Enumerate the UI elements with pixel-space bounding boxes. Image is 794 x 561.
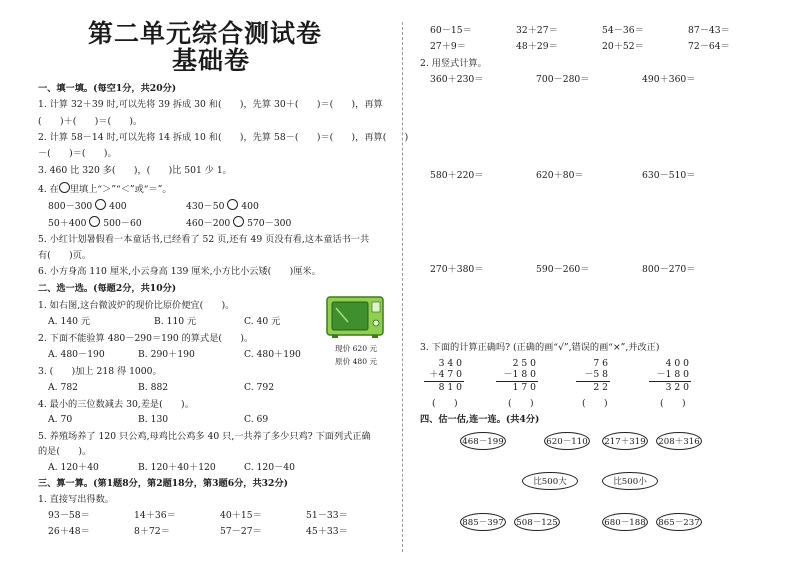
check-answer-paren[interactable]: ( ) bbox=[432, 398, 458, 409]
mental-calc: 87－43＝ bbox=[688, 25, 730, 36]
estimate-bottom-oval[interactable]: 865－237 bbox=[656, 513, 702, 531]
compare-circle-icon[interactable] bbox=[233, 216, 244, 227]
check-item-2 bbox=[492, 358, 536, 393]
s2-q4-opt-c: C. 69 bbox=[244, 414, 269, 425]
vertical-calc: 630－510＝ bbox=[642, 170, 696, 181]
s2-q4-opt-a: A. 70 bbox=[48, 414, 73, 425]
estimate-mid-oval[interactable]: 比500大 bbox=[522, 472, 578, 490]
compare-row-2b bbox=[186, 216, 291, 230]
s1-q4-label-b: 里填上“＞”“＜”或“＝”。 bbox=[69, 184, 172, 195]
check-answer-paren[interactable]: ( ) bbox=[582, 398, 608, 409]
mental-calc: 32＋27＝ bbox=[516, 25, 558, 36]
mental-calc: 93－58＝ bbox=[48, 510, 90, 521]
check-operand-b: －1 8 0 bbox=[503, 369, 536, 380]
mental-calc: 40＋15＝ bbox=[220, 510, 262, 521]
column-divider bbox=[402, 22, 403, 552]
s2-q1-opt-a: A. 140 元 bbox=[48, 316, 91, 327]
mental-calc: 45＋33＝ bbox=[306, 526, 348, 537]
s1-q4-label: 4. 在 bbox=[38, 184, 59, 195]
s2-q3: 3. ( )加上 218 得 1000。 bbox=[38, 366, 162, 377]
mental-calc: 26＋48＝ bbox=[48, 526, 90, 537]
s1-q1-cont: ( )＋( )＝( )。 bbox=[38, 116, 143, 127]
s2-q2-opt-b: B. 290＋190 bbox=[138, 349, 195, 360]
s2-q5: 5. 养殖场养了 120 只公鸡,母鸡比公鸡多 40 只,一共养了多少只鸡? 下面列式正确 bbox=[38, 431, 371, 442]
vertical-calc: 800－270＝ bbox=[642, 264, 696, 275]
s2-q3-opt-c: C. 792 bbox=[244, 382, 275, 393]
check-result: 1 7 0 bbox=[512, 382, 536, 393]
s2-q5-opt-a: A. 120＋40 bbox=[48, 462, 99, 473]
s2-q5-opt-b: B. 120＋40＋120 bbox=[138, 462, 216, 473]
s2-q5-cont: 的是( )。 bbox=[38, 446, 92, 457]
mental-calc: 60－15＝ bbox=[430, 25, 472, 36]
section-1-heading: 一、填一填。(每空1分，共20分) bbox=[38, 83, 177, 94]
microwave-icon bbox=[326, 296, 384, 338]
estimate-mid-oval[interactable]: 比500小 bbox=[602, 472, 658, 490]
vertical-calc: 620＋80＝ bbox=[536, 170, 584, 181]
vertical-calc: 360＋230＝ bbox=[430, 74, 484, 85]
compare-right: 570－300 bbox=[247, 218, 292, 229]
check-rule bbox=[496, 381, 538, 382]
compare-circle-icon[interactable] bbox=[95, 199, 106, 210]
check-operand-b: －1 8 0 bbox=[656, 369, 689, 380]
check-item-1 bbox=[420, 358, 462, 393]
compare-row-2 bbox=[48, 216, 142, 230]
s1-q5: 5. 小红计划暑假看一本童话书,已经看了 52 页,还有 49 页没有看,这本童话书一共 bbox=[38, 234, 370, 245]
check-answer-paren[interactable]: ( ) bbox=[508, 398, 534, 409]
compare-left: 430－50 bbox=[186, 201, 225, 212]
s3-q3: 3. 下面的计算正确吗? (正确的画“√”,错误的画“×”,并改正) bbox=[420, 342, 660, 353]
s1-q3: 3. 460 比 320 多( )，( )比 501 少 1。 bbox=[38, 165, 232, 176]
mental-calc: 57－27＝ bbox=[220, 526, 262, 537]
check-operand-a: 7 6 bbox=[593, 358, 608, 369]
s2-q3-opt-b: B. 882 bbox=[138, 382, 169, 393]
vertical-calc: 590－260＝ bbox=[536, 264, 590, 275]
check-item-4 bbox=[645, 358, 689, 393]
price-original: 原价 480 元 bbox=[335, 357, 378, 366]
s2-q4-opt-b: B. 130 bbox=[138, 414, 169, 425]
check-operand-b: ＋4 7 0 bbox=[429, 369, 462, 380]
section-4-heading: 四、估一估,连一连。(共4分) bbox=[420, 414, 540, 425]
compare-left: 460－200 bbox=[186, 218, 231, 229]
compare-circle-icon[interactable] bbox=[89, 216, 100, 227]
s2-q3-opt-a: A. 782 bbox=[48, 382, 79, 393]
compare-circle-icon[interactable] bbox=[227, 199, 238, 210]
check-item-3 bbox=[572, 358, 608, 393]
s2-q5-opt-c: C. 120－40 bbox=[244, 462, 295, 473]
compare-row-1b bbox=[186, 199, 259, 213]
s3-q1: 1. 直接写出得数。 bbox=[38, 494, 114, 505]
check-result: 2 2 bbox=[593, 382, 608, 393]
s2-q2-opt-c: C. 480＋190 bbox=[244, 349, 301, 360]
s2-q1: 1. 如右图,这台微波炉的现价比原价便宜( )。 bbox=[38, 300, 235, 311]
estimate-bottom-oval[interactable]: 508－125 bbox=[514, 513, 560, 531]
estimate-top-oval[interactable]: 620－110 bbox=[544, 432, 590, 450]
vertical-calc: 700－280＝ bbox=[536, 74, 590, 85]
s2-q1-opt-b: B. 110 元 bbox=[154, 316, 197, 327]
s1-q6: 6. 小方身高 110 厘米,小云身高 139 厘米,小方比小云矮( )厘米。 bbox=[38, 266, 321, 277]
s1-q2-cont: －( )＝( )。 bbox=[38, 148, 117, 159]
mental-calc: 27＋9＝ bbox=[430, 41, 466, 52]
compare-left: 800－300 bbox=[48, 201, 93, 212]
compare-left: 50＋400 bbox=[48, 218, 87, 229]
check-rule bbox=[576, 381, 610, 382]
page-subtitle: 基础卷 bbox=[172, 46, 251, 75]
estimate-top-oval[interactable]: 468－199 bbox=[460, 432, 506, 450]
check-rule bbox=[424, 381, 464, 382]
compare-row-1 bbox=[48, 199, 127, 213]
section-2-heading: 二、选一选。(每题2分，共10分) bbox=[38, 283, 177, 294]
s3-q2: 2. 用竖式计算。 bbox=[420, 58, 487, 69]
vertical-calc: 270＋380＝ bbox=[430, 264, 484, 275]
mental-calc: 14＋36＝ bbox=[134, 510, 176, 521]
mental-calc: 8＋72＝ bbox=[134, 526, 170, 537]
mental-calc: 54－36＝ bbox=[602, 25, 644, 36]
mental-calc: 72－64＝ bbox=[688, 41, 730, 52]
mental-calc: 48＋29＝ bbox=[516, 41, 558, 52]
s1-q2: 2. 计算 58－14 时,可以先将 14 拆成 10 和( )，先算 58－( )＝( )，再算( ) bbox=[38, 132, 409, 143]
check-operand-a: 2 5 0 bbox=[512, 358, 536, 369]
s1-q4 bbox=[38, 182, 172, 196]
compare-right: 400 bbox=[241, 201, 259, 212]
compare-right: 400 bbox=[109, 201, 127, 212]
s1-q1: 1. 计算 32＋39 时,可以先将 39 拆成 30 和( )，先算 30＋( )＝( )，再算 bbox=[38, 99, 383, 110]
check-operand-a: 4 0 0 bbox=[665, 358, 689, 369]
check-answer-paren[interactable]: ( ) bbox=[660, 398, 686, 409]
estimate-bottom-oval[interactable]: 885－397 bbox=[460, 513, 506, 531]
s2-q2-opt-a: A. 480－190 bbox=[48, 349, 105, 360]
mental-calc: 51－33＝ bbox=[306, 510, 348, 521]
vertical-calc: 490＋360＝ bbox=[642, 74, 696, 85]
page-title: 第二单元综合测试卷 bbox=[88, 19, 323, 48]
check-result: 3 2 0 bbox=[665, 382, 689, 393]
s2-q2: 2. 下面不能验算 480－290＝190 的算式是( )。 bbox=[38, 333, 254, 344]
s1-q5-cont: 有( )页。 bbox=[38, 250, 92, 261]
check-operand-a: 3 4 0 bbox=[438, 358, 462, 369]
compare-right: 500－60 bbox=[103, 218, 142, 229]
vertical-calc: 580＋220＝ bbox=[430, 170, 484, 181]
estimate-top-oval[interactable]: 217＋319 bbox=[602, 432, 648, 450]
estimate-bottom-oval[interactable]: 680－188 bbox=[602, 513, 648, 531]
compare-circle-icon bbox=[59, 182, 70, 193]
section-3-heading: 三、算一算。(第1题8分，第2题18分，第3题6分，共32分) bbox=[38, 478, 288, 489]
check-result: 8 1 0 bbox=[438, 382, 462, 393]
price-now: 现价 620 元 bbox=[335, 344, 378, 353]
check-rule bbox=[649, 381, 691, 382]
check-operand-b: －5 8 bbox=[584, 369, 608, 380]
s2-q1-opt-c: C. 40 元 bbox=[244, 316, 281, 327]
estimate-top-oval[interactable]: 208＋316 bbox=[656, 432, 702, 450]
s2-q4: 4. 最小的三位数减去 30,差是( )。 bbox=[38, 399, 194, 410]
mental-calc: 20＋52＝ bbox=[602, 41, 644, 52]
